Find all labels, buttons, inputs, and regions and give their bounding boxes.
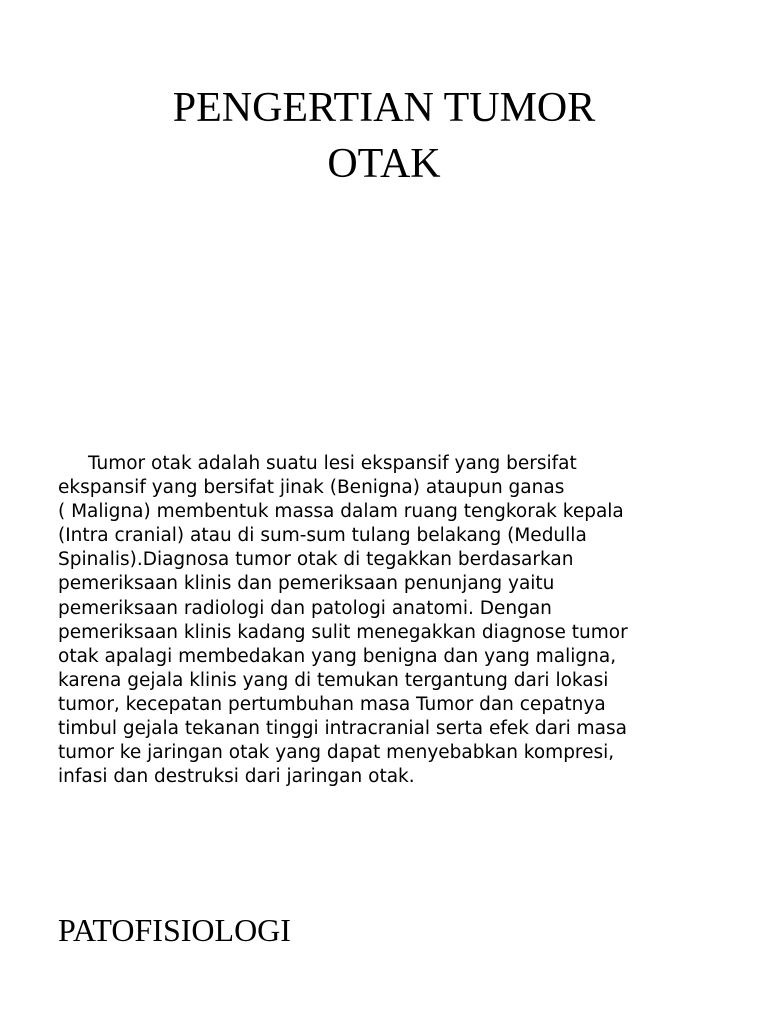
- paragraph-line: Spinalis).Diagnosa tumor otak di tegakkan berdasarkan: [58, 549, 574, 571]
- paragraph-line: infasi dan destruksi dari jaringan otak.: [58, 766, 415, 788]
- paragraph-line: timbul gejala tekanan tinggi intracranial serta efek dari masa: [58, 718, 627, 740]
- paragraph-line: pemeriksaan klinis dan pemeriksaan penunjang yaitu: [58, 573, 555, 595]
- paragraph-line: tumor ke jaringan otak yang dapat menyebabkan kompresi,: [58, 742, 615, 764]
- section-heading: PATOFISIOLOGI: [58, 912, 291, 948]
- body-paragraph: [58, 452, 718, 789]
- paragraph-line: tumor, kecepatan pertumbuhan masa Tumor dan cepatnya: [58, 693, 606, 715]
- paragraph-line: Tumor otak adalah suatu lesi ekspansif yang bersifat: [88, 453, 577, 474]
- paragraph-line: pemeriksaan radiologi dan patologi anatomi. Dengan: [58, 597, 552, 619]
- paragraph-line: otak apalagi membedakan yang benigna dan yang maligna,: [58, 645, 617, 667]
- paragraph-line: ekspansif yang bersifat jinak (Benigna) ataupun ganas: [58, 477, 565, 499]
- paragraph-line: ( Maligna) membentuk massa dalam ruang tengkorak kepala: [58, 501, 624, 523]
- paragraph-line: (Intra cranial) atau di sum-sum tulang belakang (Medulla: [58, 525, 587, 547]
- title-line: PENGERTIAN TUMOR: [172, 85, 596, 131]
- page-title: [0, 80, 768, 192]
- paragraph-line: karena gejala klinis yang di temukan tergantung dari lokasi: [58, 669, 609, 691]
- title-line: OTAK: [327, 141, 441, 187]
- paragraph-line: pemeriksaan klinis kadang sulit menegakkan diagnose tumor: [58, 621, 628, 643]
